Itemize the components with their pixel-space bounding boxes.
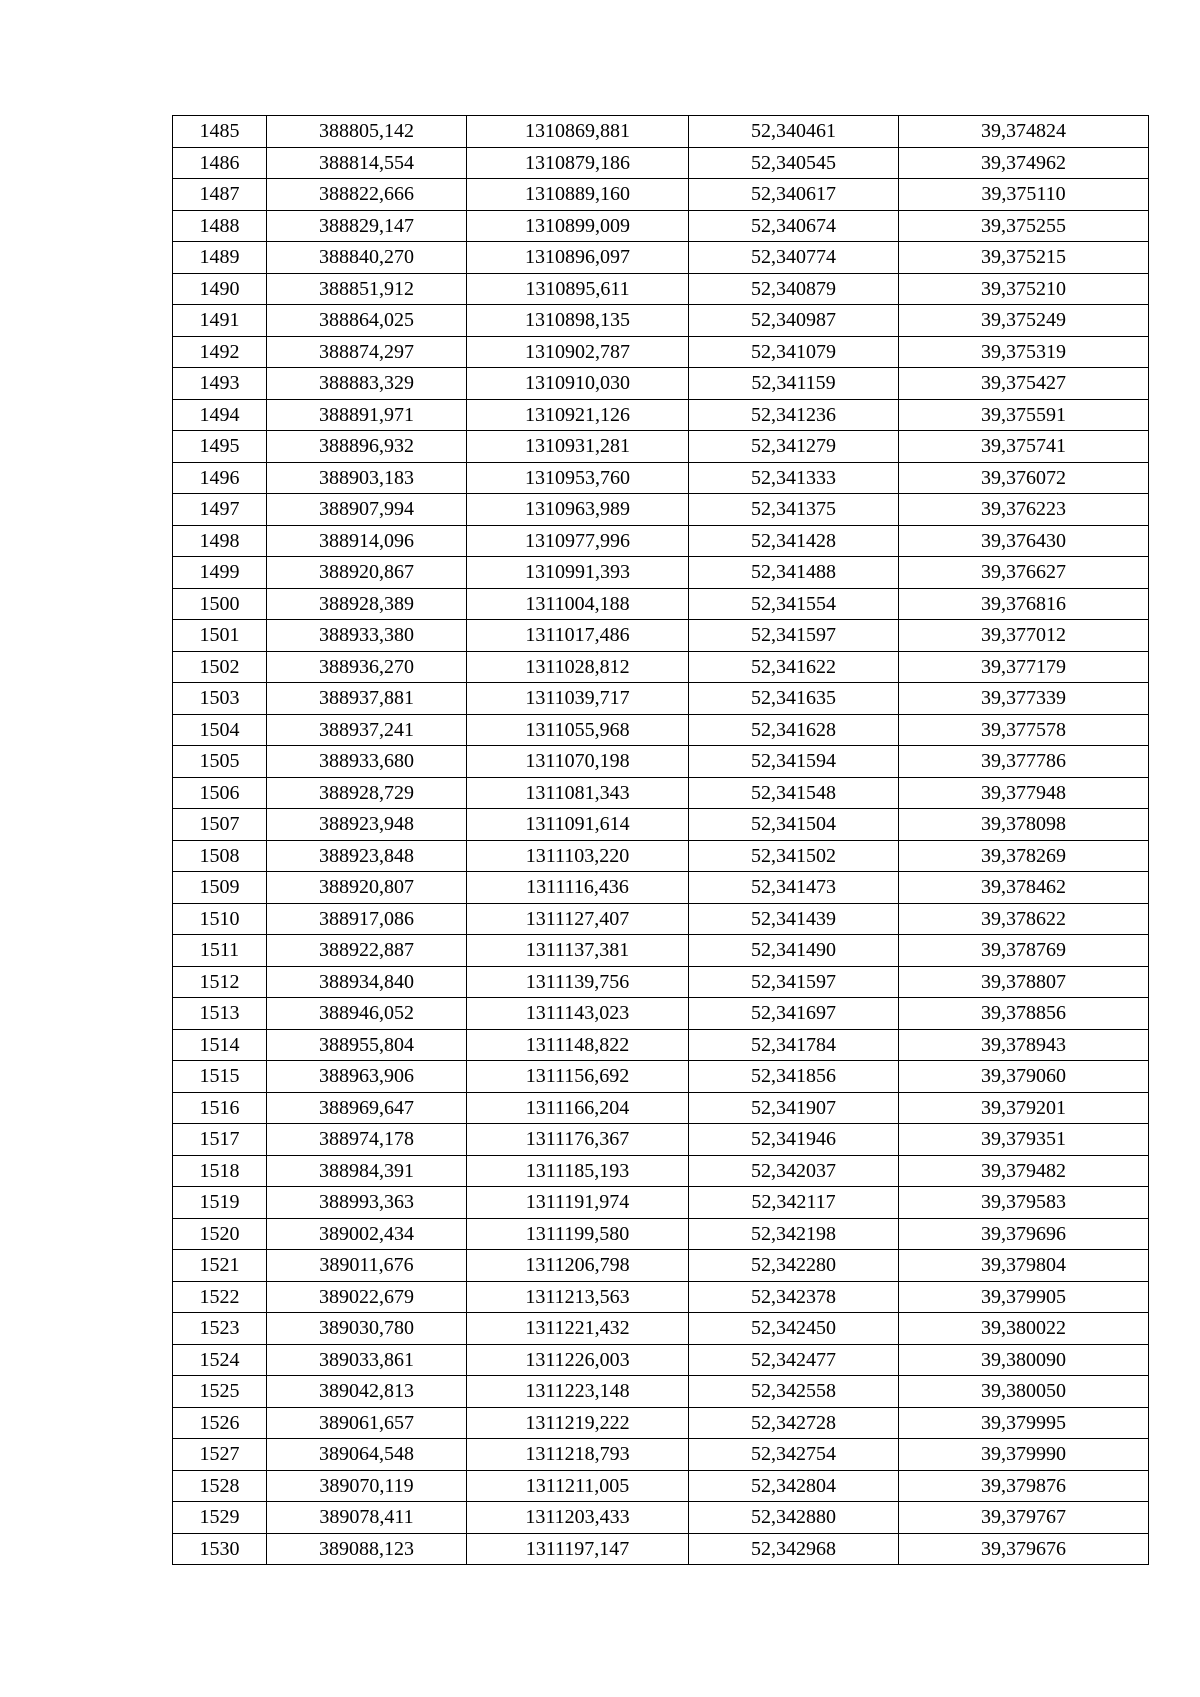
x-coordinate-cell: 388946,052 xyxy=(267,998,467,1030)
x-coordinate-cell: 388933,680 xyxy=(267,746,467,778)
x-coordinate-cell: 388937,881 xyxy=(267,683,467,715)
longitude-cell: 39,378098 xyxy=(899,809,1149,841)
point-number-cell: 1510 xyxy=(173,903,267,935)
y-coordinate-cell: 1311137,381 xyxy=(467,935,689,967)
longitude-cell: 39,376223 xyxy=(899,494,1149,526)
point-number-cell: 1511 xyxy=(173,935,267,967)
table-row xyxy=(173,777,1149,809)
longitude-cell: 39,376627 xyxy=(899,557,1149,589)
point-number-cell: 1516 xyxy=(173,1092,267,1124)
y-coordinate-cell: 1311103,220 xyxy=(467,840,689,872)
longitude-cell: 39,375591 xyxy=(899,399,1149,431)
point-number-cell: 1504 xyxy=(173,714,267,746)
x-coordinate-cell: 388969,647 xyxy=(267,1092,467,1124)
longitude-cell: 39,377786 xyxy=(899,746,1149,778)
x-coordinate-cell: 389078,411 xyxy=(267,1502,467,1534)
longitude-cell: 39,378856 xyxy=(899,998,1149,1030)
longitude-cell: 39,378269 xyxy=(899,840,1149,872)
longitude-cell: 39,375249 xyxy=(899,305,1149,337)
longitude-cell: 39,376072 xyxy=(899,462,1149,494)
x-coordinate-cell: 388891,971 xyxy=(267,399,467,431)
latitude-cell: 52,340461 xyxy=(689,116,899,148)
latitude-cell: 52,340774 xyxy=(689,242,899,274)
point-number-cell: 1515 xyxy=(173,1061,267,1093)
longitude-cell: 39,375255 xyxy=(899,210,1149,242)
y-coordinate-cell: 1311156,692 xyxy=(467,1061,689,1093)
longitude-cell: 39,378462 xyxy=(899,872,1149,904)
longitude-cell: 39,374824 xyxy=(899,116,1149,148)
latitude-cell: 52,341502 xyxy=(689,840,899,872)
table-row xyxy=(173,588,1149,620)
y-coordinate-cell: 1311191,974 xyxy=(467,1187,689,1219)
longitude-cell: 39,374962 xyxy=(899,147,1149,179)
table-row xyxy=(173,273,1149,305)
table-row xyxy=(173,525,1149,557)
latitude-cell: 52,342558 xyxy=(689,1376,899,1408)
y-coordinate-cell: 1311127,407 xyxy=(467,903,689,935)
y-coordinate-cell: 1311139,756 xyxy=(467,966,689,998)
longitude-cell: 39,379995 xyxy=(899,1407,1149,1439)
y-coordinate-cell: 1310977,996 xyxy=(467,525,689,557)
x-coordinate-cell: 389061,657 xyxy=(267,1407,467,1439)
table-row xyxy=(173,1187,1149,1219)
latitude-cell: 52,341548 xyxy=(689,777,899,809)
table-row xyxy=(173,494,1149,526)
table-row xyxy=(173,1250,1149,1282)
latitude-cell: 52,341597 xyxy=(689,966,899,998)
longitude-cell: 39,379060 xyxy=(899,1061,1149,1093)
point-number-cell: 1530 xyxy=(173,1533,267,1565)
longitude-cell: 39,377948 xyxy=(899,777,1149,809)
table-row xyxy=(173,462,1149,494)
longitude-cell: 39,378943 xyxy=(899,1029,1149,1061)
longitude-cell: 39,377012 xyxy=(899,620,1149,652)
latitude-cell: 52,341375 xyxy=(689,494,899,526)
table-row xyxy=(173,431,1149,463)
longitude-cell: 39,379482 xyxy=(899,1155,1149,1187)
table-row xyxy=(173,651,1149,683)
point-number-cell: 1519 xyxy=(173,1187,267,1219)
x-coordinate-cell: 388928,389 xyxy=(267,588,467,620)
longitude-cell: 39,376430 xyxy=(899,525,1149,557)
table-row xyxy=(173,998,1149,1030)
latitude-cell: 52,341236 xyxy=(689,399,899,431)
point-number-cell: 1496 xyxy=(173,462,267,494)
y-coordinate-cell: 1311211,005 xyxy=(467,1470,689,1502)
x-coordinate-cell: 388907,994 xyxy=(267,494,467,526)
y-coordinate-cell: 1311055,968 xyxy=(467,714,689,746)
y-coordinate-cell: 1311166,204 xyxy=(467,1092,689,1124)
longitude-cell: 39,379696 xyxy=(899,1218,1149,1250)
x-coordinate-cell: 388920,867 xyxy=(267,557,467,589)
longitude-cell: 39,377339 xyxy=(899,683,1149,715)
longitude-cell: 39,379351 xyxy=(899,1124,1149,1156)
table-row xyxy=(173,1376,1149,1408)
x-coordinate-cell: 388922,887 xyxy=(267,935,467,967)
point-number-cell: 1518 xyxy=(173,1155,267,1187)
y-coordinate-cell: 1311039,717 xyxy=(467,683,689,715)
latitude-cell: 52,340617 xyxy=(689,179,899,211)
table-row xyxy=(173,116,1149,148)
table-row xyxy=(173,1313,1149,1345)
y-coordinate-cell: 1310931,281 xyxy=(467,431,689,463)
latitude-cell: 52,342728 xyxy=(689,1407,899,1439)
table-row xyxy=(173,1218,1149,1250)
point-number-cell: 1498 xyxy=(173,525,267,557)
point-number-cell: 1494 xyxy=(173,399,267,431)
point-number-cell: 1514 xyxy=(173,1029,267,1061)
longitude-cell: 39,379804 xyxy=(899,1250,1149,1282)
x-coordinate-cell: 388814,554 xyxy=(267,147,467,179)
x-coordinate-cell: 388822,666 xyxy=(267,179,467,211)
longitude-cell: 39,375215 xyxy=(899,242,1149,274)
point-number-cell: 1485 xyxy=(173,116,267,148)
y-coordinate-cell: 1311185,193 xyxy=(467,1155,689,1187)
latitude-cell: 52,340987 xyxy=(689,305,899,337)
latitude-cell: 52,341628 xyxy=(689,714,899,746)
latitude-cell: 52,341333 xyxy=(689,462,899,494)
table-row xyxy=(173,1470,1149,1502)
latitude-cell: 52,340674 xyxy=(689,210,899,242)
y-coordinate-cell: 1310991,393 xyxy=(467,557,689,589)
latitude-cell: 52,341159 xyxy=(689,368,899,400)
y-coordinate-cell: 1311221,432 xyxy=(467,1313,689,1345)
x-coordinate-cell: 388896,932 xyxy=(267,431,467,463)
y-coordinate-cell: 1311206,798 xyxy=(467,1250,689,1282)
x-coordinate-cell: 388851,912 xyxy=(267,273,467,305)
y-coordinate-cell: 1310879,186 xyxy=(467,147,689,179)
table-row xyxy=(173,1502,1149,1534)
table-row xyxy=(173,1439,1149,1471)
y-coordinate-cell: 1311176,367 xyxy=(467,1124,689,1156)
x-coordinate-cell: 388874,297 xyxy=(267,336,467,368)
x-coordinate-cell: 388936,270 xyxy=(267,651,467,683)
x-coordinate-cell: 388963,906 xyxy=(267,1061,467,1093)
table-row xyxy=(173,1124,1149,1156)
point-number-cell: 1490 xyxy=(173,273,267,305)
point-number-cell: 1505 xyxy=(173,746,267,778)
x-coordinate-cell: 389070,119 xyxy=(267,1470,467,1502)
point-number-cell: 1491 xyxy=(173,305,267,337)
point-number-cell: 1501 xyxy=(173,620,267,652)
point-number-cell: 1520 xyxy=(173,1218,267,1250)
y-coordinate-cell: 1311028,812 xyxy=(467,651,689,683)
table-row xyxy=(173,147,1149,179)
latitude-cell: 52,340545 xyxy=(689,147,899,179)
point-number-cell: 1526 xyxy=(173,1407,267,1439)
longitude-cell: 39,376816 xyxy=(899,588,1149,620)
latitude-cell: 52,341473 xyxy=(689,872,899,904)
point-number-cell: 1528 xyxy=(173,1470,267,1502)
y-coordinate-cell: 1310896,097 xyxy=(467,242,689,274)
point-number-cell: 1506 xyxy=(173,777,267,809)
table-row xyxy=(173,903,1149,935)
x-coordinate-cell: 388903,183 xyxy=(267,462,467,494)
y-coordinate-cell: 1311148,822 xyxy=(467,1029,689,1061)
x-coordinate-cell: 388829,147 xyxy=(267,210,467,242)
x-coordinate-cell: 388805,142 xyxy=(267,116,467,148)
longitude-cell: 39,379676 xyxy=(899,1533,1149,1565)
latitude-cell: 52,342968 xyxy=(689,1533,899,1565)
table-row xyxy=(173,368,1149,400)
point-number-cell: 1525 xyxy=(173,1376,267,1408)
point-number-cell: 1508 xyxy=(173,840,267,872)
table-row xyxy=(173,714,1149,746)
x-coordinate-cell: 388864,025 xyxy=(267,305,467,337)
point-number-cell: 1493 xyxy=(173,368,267,400)
point-number-cell: 1487 xyxy=(173,179,267,211)
table-row xyxy=(173,620,1149,652)
table-row xyxy=(173,1092,1149,1124)
longitude-cell: 39,378622 xyxy=(899,903,1149,935)
point-number-cell: 1488 xyxy=(173,210,267,242)
latitude-cell: 52,341597 xyxy=(689,620,899,652)
table-row xyxy=(173,1533,1149,1565)
y-coordinate-cell: 1311219,222 xyxy=(467,1407,689,1439)
table-row xyxy=(173,1281,1149,1313)
x-coordinate-cell: 389022,679 xyxy=(267,1281,467,1313)
latitude-cell: 52,341490 xyxy=(689,935,899,967)
x-coordinate-cell: 388984,391 xyxy=(267,1155,467,1187)
y-coordinate-cell: 1311004,188 xyxy=(467,588,689,620)
x-coordinate-cell: 388923,848 xyxy=(267,840,467,872)
x-coordinate-cell: 389042,813 xyxy=(267,1376,467,1408)
coordinates-table xyxy=(172,115,1149,1565)
longitude-cell: 39,380090 xyxy=(899,1344,1149,1376)
latitude-cell: 52,341079 xyxy=(689,336,899,368)
x-coordinate-cell: 388934,840 xyxy=(267,966,467,998)
point-number-cell: 1529 xyxy=(173,1502,267,1534)
point-number-cell: 1512 xyxy=(173,966,267,998)
longitude-cell: 39,380022 xyxy=(899,1313,1149,1345)
y-coordinate-cell: 1310899,009 xyxy=(467,210,689,242)
longitude-cell: 39,379990 xyxy=(899,1439,1149,1471)
y-coordinate-cell: 1311116,436 xyxy=(467,872,689,904)
table-row xyxy=(173,1029,1149,1061)
latitude-cell: 52,341946 xyxy=(689,1124,899,1156)
point-number-cell: 1523 xyxy=(173,1313,267,1345)
point-number-cell: 1502 xyxy=(173,651,267,683)
table-row xyxy=(173,935,1149,967)
y-coordinate-cell: 1310898,135 xyxy=(467,305,689,337)
y-coordinate-cell: 1311223,148 xyxy=(467,1376,689,1408)
y-coordinate-cell: 1311081,343 xyxy=(467,777,689,809)
x-coordinate-cell: 388917,086 xyxy=(267,903,467,935)
x-coordinate-cell: 388928,729 xyxy=(267,777,467,809)
longitude-cell: 39,377179 xyxy=(899,651,1149,683)
table-row xyxy=(173,746,1149,778)
longitude-cell: 39,380050 xyxy=(899,1376,1149,1408)
x-coordinate-cell: 388937,241 xyxy=(267,714,467,746)
point-number-cell: 1521 xyxy=(173,1250,267,1282)
y-coordinate-cell: 1310953,760 xyxy=(467,462,689,494)
point-number-cell: 1497 xyxy=(173,494,267,526)
table-row xyxy=(173,966,1149,998)
y-coordinate-cell: 1311017,486 xyxy=(467,620,689,652)
point-number-cell: 1513 xyxy=(173,998,267,1030)
x-coordinate-cell: 388883,329 xyxy=(267,368,467,400)
x-coordinate-cell: 389030,780 xyxy=(267,1313,467,1345)
latitude-cell: 52,341594 xyxy=(689,746,899,778)
point-number-cell: 1522 xyxy=(173,1281,267,1313)
x-coordinate-cell: 388923,948 xyxy=(267,809,467,841)
latitude-cell: 52,342117 xyxy=(689,1187,899,1219)
y-coordinate-cell: 1311199,580 xyxy=(467,1218,689,1250)
latitude-cell: 52,341428 xyxy=(689,525,899,557)
y-coordinate-cell: 1311226,003 xyxy=(467,1344,689,1376)
longitude-cell: 39,375427 xyxy=(899,368,1149,400)
latitude-cell: 52,342754 xyxy=(689,1439,899,1471)
x-coordinate-cell: 388920,807 xyxy=(267,872,467,904)
latitude-cell: 52,342280 xyxy=(689,1250,899,1282)
point-number-cell: 1486 xyxy=(173,147,267,179)
x-coordinate-cell: 388914,096 xyxy=(267,525,467,557)
longitude-cell: 39,378807 xyxy=(899,966,1149,998)
longitude-cell: 39,379583 xyxy=(899,1187,1149,1219)
latitude-cell: 52,341554 xyxy=(689,588,899,620)
point-number-cell: 1527 xyxy=(173,1439,267,1471)
y-coordinate-cell: 1310869,881 xyxy=(467,116,689,148)
coordinates-table-body xyxy=(173,116,1149,1565)
table-row xyxy=(173,840,1149,872)
longitude-cell: 39,379201 xyxy=(899,1092,1149,1124)
point-number-cell: 1509 xyxy=(173,872,267,904)
y-coordinate-cell: 1310889,160 xyxy=(467,179,689,211)
table-row xyxy=(173,210,1149,242)
table-row xyxy=(173,683,1149,715)
y-coordinate-cell: 1310902,787 xyxy=(467,336,689,368)
latitude-cell: 52,341635 xyxy=(689,683,899,715)
y-coordinate-cell: 1310910,030 xyxy=(467,368,689,400)
table-row xyxy=(173,1344,1149,1376)
longitude-cell: 39,375210 xyxy=(899,273,1149,305)
point-number-cell: 1524 xyxy=(173,1344,267,1376)
x-coordinate-cell: 389033,861 xyxy=(267,1344,467,1376)
latitude-cell: 52,341856 xyxy=(689,1061,899,1093)
latitude-cell: 52,342880 xyxy=(689,1502,899,1534)
y-coordinate-cell: 1311070,198 xyxy=(467,746,689,778)
longitude-cell: 39,375110 xyxy=(899,179,1149,211)
x-coordinate-cell: 389064,548 xyxy=(267,1439,467,1471)
table-row xyxy=(173,336,1149,368)
latitude-cell: 52,341784 xyxy=(689,1029,899,1061)
y-coordinate-cell: 1310963,989 xyxy=(467,494,689,526)
x-coordinate-cell: 388933,380 xyxy=(267,620,467,652)
y-coordinate-cell: 1310921,126 xyxy=(467,399,689,431)
x-coordinate-cell: 389002,434 xyxy=(267,1218,467,1250)
table-row xyxy=(173,1407,1149,1439)
latitude-cell: 52,341279 xyxy=(689,431,899,463)
point-number-cell: 1495 xyxy=(173,431,267,463)
latitude-cell: 52,342450 xyxy=(689,1313,899,1345)
point-number-cell: 1489 xyxy=(173,242,267,274)
latitude-cell: 52,342804 xyxy=(689,1470,899,1502)
table-row xyxy=(173,1155,1149,1187)
latitude-cell: 52,342198 xyxy=(689,1218,899,1250)
x-coordinate-cell: 388955,804 xyxy=(267,1029,467,1061)
point-number-cell: 1503 xyxy=(173,683,267,715)
point-number-cell: 1499 xyxy=(173,557,267,589)
table-row xyxy=(173,557,1149,589)
latitude-cell: 52,341439 xyxy=(689,903,899,935)
y-coordinate-cell: 1311203,433 xyxy=(467,1502,689,1534)
latitude-cell: 52,340879 xyxy=(689,273,899,305)
y-coordinate-cell: 1311091,614 xyxy=(467,809,689,841)
latitude-cell: 52,341488 xyxy=(689,557,899,589)
latitude-cell: 52,342378 xyxy=(689,1281,899,1313)
table-row xyxy=(173,305,1149,337)
y-coordinate-cell: 1311143,023 xyxy=(467,998,689,1030)
x-coordinate-cell: 388993,363 xyxy=(267,1187,467,1219)
x-coordinate-cell: 388840,270 xyxy=(267,242,467,274)
latitude-cell: 52,341907 xyxy=(689,1092,899,1124)
latitude-cell: 52,342037 xyxy=(689,1155,899,1187)
y-coordinate-cell: 1311218,793 xyxy=(467,1439,689,1471)
longitude-cell: 39,379876 xyxy=(899,1470,1149,1502)
latitude-cell: 52,342477 xyxy=(689,1344,899,1376)
point-number-cell: 1507 xyxy=(173,809,267,841)
y-coordinate-cell: 1311197,147 xyxy=(467,1533,689,1565)
table-row xyxy=(173,1061,1149,1093)
y-coordinate-cell: 1310895,611 xyxy=(467,273,689,305)
longitude-cell: 39,379905 xyxy=(899,1281,1149,1313)
latitude-cell: 52,341697 xyxy=(689,998,899,1030)
table-row xyxy=(173,809,1149,841)
longitude-cell: 39,375319 xyxy=(899,336,1149,368)
latitude-cell: 52,341622 xyxy=(689,651,899,683)
table-row xyxy=(173,399,1149,431)
x-coordinate-cell: 388974,178 xyxy=(267,1124,467,1156)
table-row xyxy=(173,872,1149,904)
point-number-cell: 1517 xyxy=(173,1124,267,1156)
y-coordinate-cell: 1311213,563 xyxy=(467,1281,689,1313)
longitude-cell: 39,377578 xyxy=(899,714,1149,746)
latitude-cell: 52,341504 xyxy=(689,809,899,841)
longitude-cell: 39,375741 xyxy=(899,431,1149,463)
longitude-cell: 39,378769 xyxy=(899,935,1149,967)
longitude-cell: 39,379767 xyxy=(899,1502,1149,1534)
x-coordinate-cell: 389011,676 xyxy=(267,1250,467,1282)
x-coordinate-cell: 389088,123 xyxy=(267,1533,467,1565)
point-number-cell: 1492 xyxy=(173,336,267,368)
table-row xyxy=(173,242,1149,274)
table-row xyxy=(173,179,1149,211)
point-number-cell: 1500 xyxy=(173,588,267,620)
